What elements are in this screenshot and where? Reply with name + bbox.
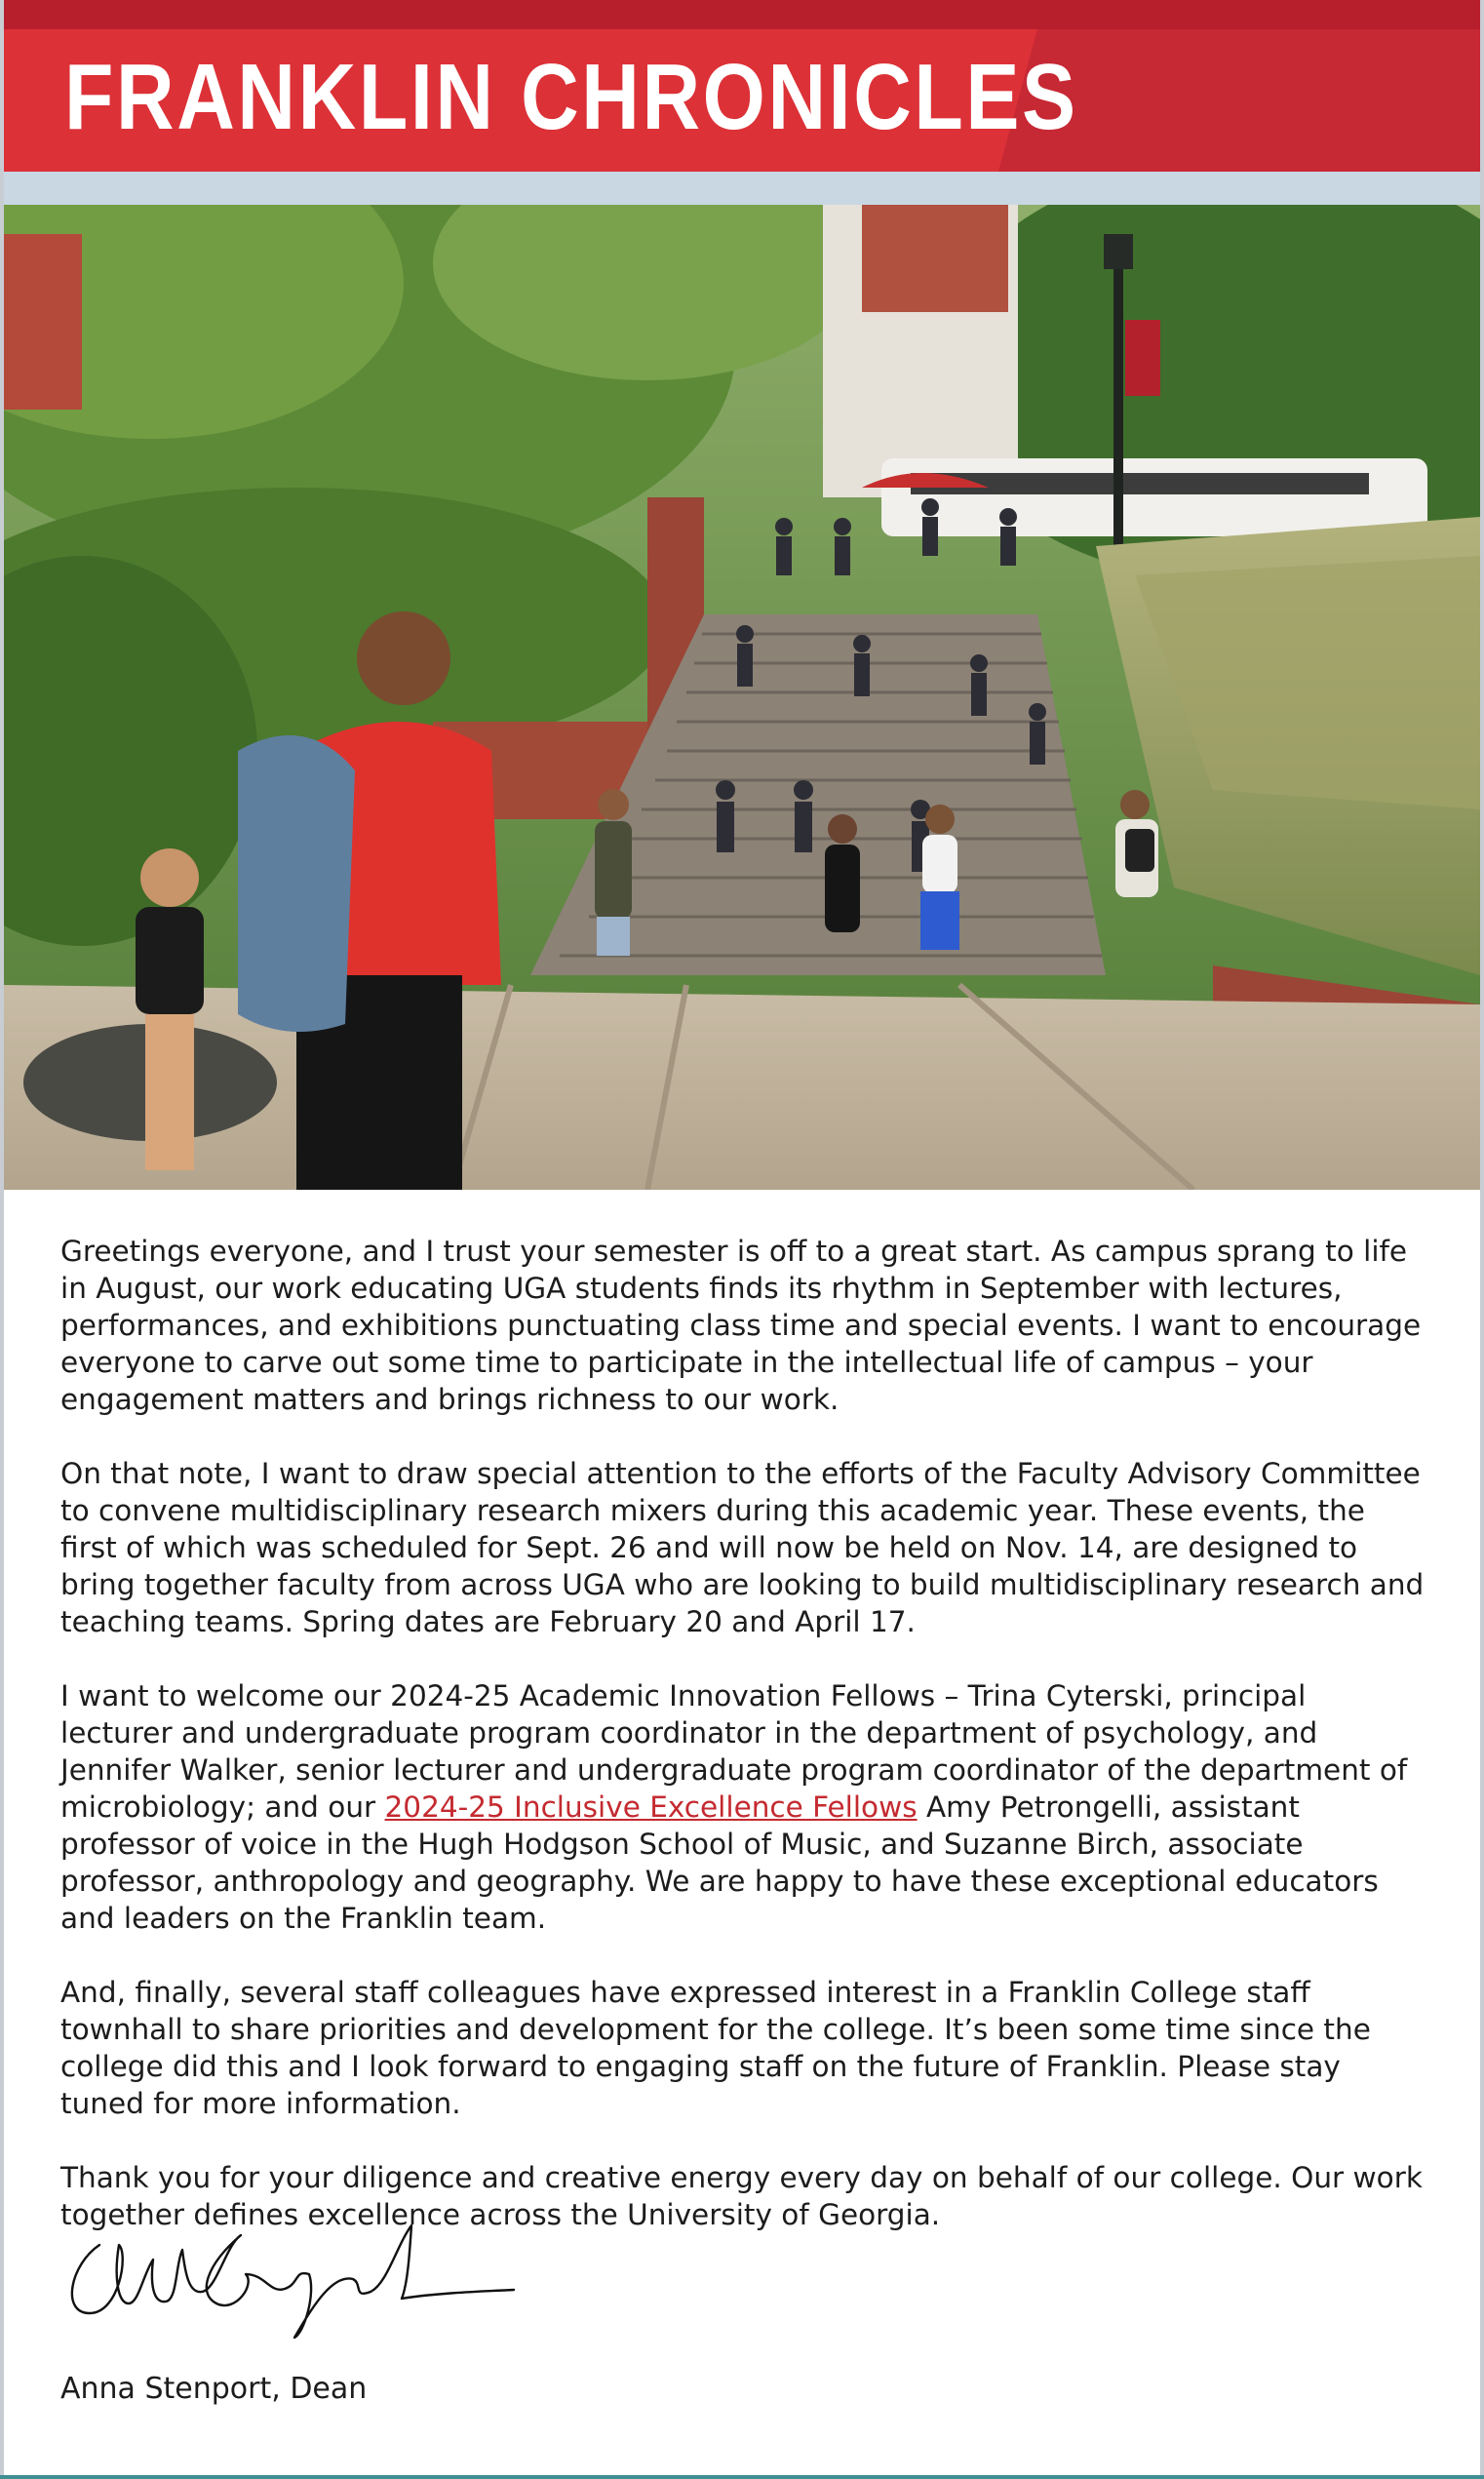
masthead-banner	[4, 0, 1480, 172]
page-bottom-rule	[0, 2475, 1484, 2479]
campus-stairs-illustration	[4, 205, 1480, 1190]
signer-name: Anna Stenport, Dean	[60, 2372, 368, 2406]
page-border-right	[1480, 0, 1484, 2479]
letter-paragraph-greeting: Greetings everyone, and I trust your semester is off to a great start. As campus sprang to life in August, our work educating UGA students finds its rhythm in September with lectures, performances, and exhibitions punctuating class time and special events. I want to encourage everyone to carve out some time to participate in the intellectual life of campus – your engagement matters and brings richness to our work.	[60, 1235, 1422, 1416]
deans-letter	[60, 1233, 1425, 2270]
fellows-text-after: Amy Petrongelli, assistant professor of voice in the Hugh Hodgson School of Music, and Suzanne Birch, associate professor, anthropology and geography. We are happy to have these exceptional educators and leaders on the Franklin team.	[60, 1790, 1379, 1935]
handwritten-signature	[60, 2206, 519, 2342]
hero-photo	[4, 205, 1480, 1190]
newsletter-title: FRANKLIN CHRONICLES	[64, 45, 1078, 149]
letter-paragraph-fellows	[60, 1677, 1425, 1937]
letter-paragraph-staff-townhall: And, finally, several staff colleagues have expressed interest in a Franklin College staff townhall to share priorities and development for the college. It’s been some time since the college did this and I look forward to engaging staff on the future of Franklin. Please stay tuned for more information.	[60, 1976, 1371, 2120]
letter-paragraph-thanks: Thank you for your diligence and creative energy every day on behalf of our college. Our work together defines excellence across the University of Georgia.	[60, 2161, 1423, 2231]
letter-paragraph-research-mixers: On that note, I want to draw special attention to the efforts of the Faculty Advisory Committee to convene multidisciplinary research mixers during this academic year. These events, the first of which was scheduled for Sept. 26 and will now be held on Nov. 14, are designed to bring together faculty from across UGA who are looking to build multidisciplinary research and teaching teams. Spring dates are February 20 and April 17.	[60, 1457, 1425, 1638]
fellows-text-before: I want to welcome our 2024-25 Academic Innovation Fellows – Trina Cyterski, principal lecturer and undergraduate program coordinator in the department of psychology, and Jennifer Walker, senior lecturer and undergraduate program coordinator of the department of microbiology; and our	[60, 1679, 1408, 1824]
masthead-stripe	[4, 172, 1480, 205]
inclusive-excellence-fellows-link[interactable]: 2024-25 Inclusive Excellence Fellows	[384, 1790, 918, 1824]
signature-mark	[60, 2206, 519, 2342]
